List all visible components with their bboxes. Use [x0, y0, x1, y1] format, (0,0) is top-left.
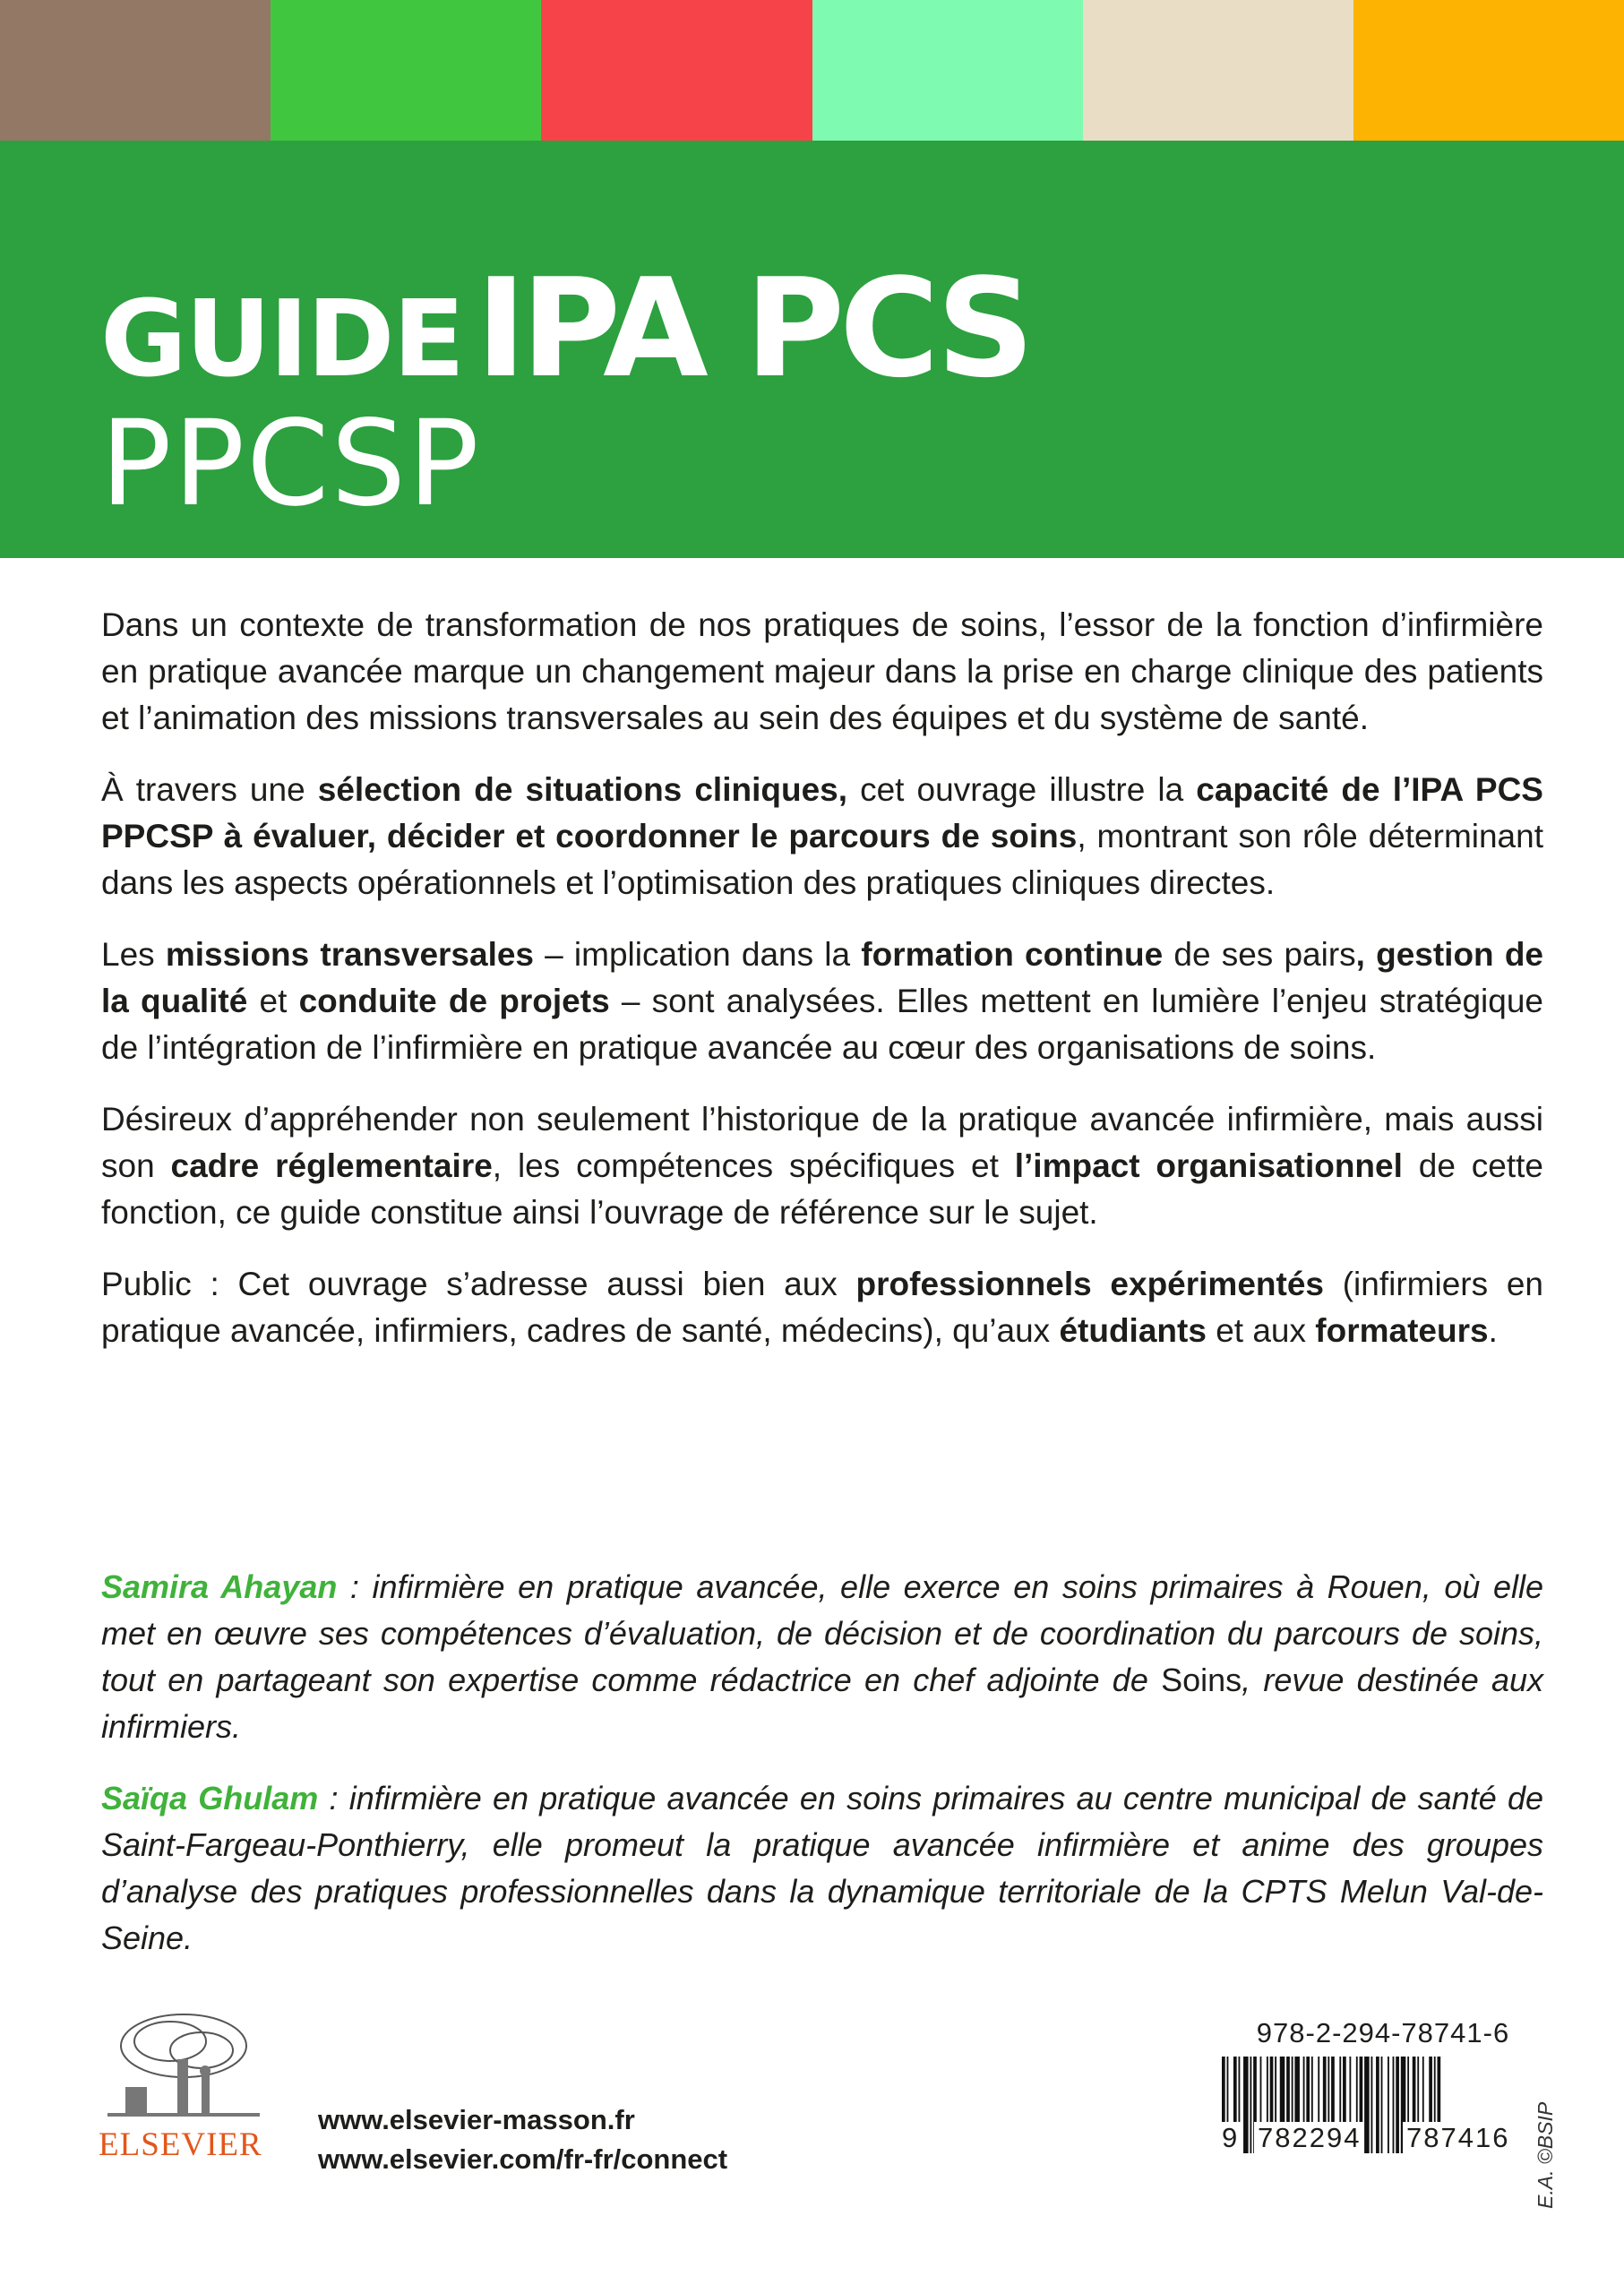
barcode-bar	[1396, 2057, 1399, 2153]
barcode-bar	[1393, 2057, 1395, 2153]
bold-span: capacité de l’IPA PCS PPCSP à évaluer, décider et coordonner le parcours de soins	[101, 771, 1543, 855]
bold-span: l’impact organisationnel	[1014, 1147, 1403, 1184]
bold-span: cadre réglementaire	[170, 1147, 493, 1184]
barcode-digits-left: 782294	[1254, 2122, 1364, 2154]
paragraph-public	[101, 1261, 1543, 1354]
journal-name: Soins	[1161, 1662, 1242, 1698]
paragraph-context: Dans un contexte de transformation de nos pratiques de soins, l’essor de la fonction d’infirmière en pratique avancée marque un changement majeur dans la prise en charge clinique des patients et l’animation des missions transversales au sein des équipes et du système de santé.	[101, 606, 1543, 736]
book-subtitle: PPCSP	[100, 395, 481, 533]
elsevier-logo	[99, 2010, 269, 2211]
author-bio-text: : infirmière en pratique avancée, elle exerce en soins primaires à Rouen, où elle met en œuvre ses compétences d’évaluation, de décision et de coordination du parcours de soins, tout en partageant son expertise comme rédactrice en chef adjointe de	[101, 1568, 1543, 1698]
bold-span: missions transversales	[165, 936, 535, 973]
text-span: de cette fonction, ce guide constitue ainsi l’ouvrage de référence sur le sujet.	[101, 1147, 1544, 1231]
photo-credit: E.A. ©BSIP	[1534, 2101, 1557, 2209]
color-block	[0, 0, 271, 141]
barcode-digit-prefix: 9	[1218, 2122, 1242, 2154]
color-block	[541, 0, 812, 141]
title-ipa-pcs: IPA PCS	[476, 249, 1029, 408]
elsevier-tree-icon	[99, 2010, 269, 2122]
bold-span: professionnels expérimentés	[855, 1266, 1324, 1302]
text-span: , les compétences spécifiques et	[492, 1147, 1015, 1184]
color-block	[1353, 0, 1624, 141]
url-elsevier-masson[interactable]: www.elsevier-masson.fr	[318, 2104, 635, 2135]
bold-span: conduite de projets	[298, 983, 610, 1019]
book-title	[100, 249, 1029, 408]
text-span: – sont analysées. Elles mettent en lumière l’enjeu stratégique de l’intégration de l’infirmière en pratique avancée au cœur des organisations de soins.	[101, 983, 1543, 1066]
text-span: et aux	[1206, 1312, 1316, 1349]
author-bio-text: : infirmière en pratique avancée en soins primaires au centre municipal de santé de Saint-Fargeau-Ponthierry, elle promeut la pratique avancée infirmière et anime des groupes d’analyse des pratiques professionnelles dans la dynamique territoriale de la CPTS Melun Val-de-Seine.	[101, 1780, 1543, 1956]
bold-span: étudiants	[1059, 1312, 1207, 1349]
author-name: Saïqa Ghulam	[101, 1780, 319, 1816]
barcode-bar	[1364, 2057, 1370, 2153]
barcode-bar	[1371, 2057, 1373, 2153]
author-bio-1	[101, 1564, 1543, 1750]
text-span: cet ouvrage illustre la	[847, 771, 1197, 808]
text-span: À travers une	[101, 771, 318, 808]
paragraph-clinical	[101, 767, 1543, 906]
color-strip	[0, 0, 1624, 141]
bold-span: formateurs	[1315, 1312, 1489, 1349]
paragraph-missions	[101, 932, 1543, 1071]
text-span: , montrant son rôle déterminant dans les aspects opérationnels et l’optimisation des pratiques cliniques directes.	[101, 818, 1543, 901]
text-span: Désireux d’appréhender non seulement l’historique de la pratique avancée infirmière, mais aussi son	[101, 1101, 1543, 1184]
url-elsevier-connect[interactable]: www.elsevier.com/fr-fr/connect	[318, 2143, 728, 2175]
barcode-bar	[1376, 2057, 1379, 2153]
author-bios	[101, 1564, 1543, 1987]
barcode-bar	[1381, 2057, 1383, 2153]
text-span: (infirmiers en pratique avancée, infirmiers, cadres de santé, médecins), qu’aux	[101, 1266, 1543, 1349]
text-span: – implication dans la	[534, 936, 862, 973]
color-block	[1083, 0, 1353, 141]
bold-span: sélection de situations cliniques,	[317, 771, 848, 808]
text-span: et	[247, 983, 299, 1019]
elsevier-wordmark: ELSEVIER	[99, 2126, 262, 2163]
color-block	[812, 0, 1083, 141]
description	[101, 602, 1543, 1379]
bold-span: , gestion de la qualité	[101, 936, 1543, 1019]
text-span: .	[1488, 1312, 1498, 1349]
author-bio-text: , revue destinée aux infirmiers.	[101, 1662, 1543, 1745]
isbn-number: 978-2-294-78741-6	[1256, 2017, 1510, 2048]
text-span: Public : Cet ouvrage s’adresse aussi bien aux	[101, 1266, 856, 1302]
barcode-bar	[1243, 2057, 1249, 2153]
color-block	[271, 0, 541, 141]
barcode-bar	[1250, 2057, 1251, 2153]
barcode-bar	[1388, 2057, 1389, 2153]
author-bio-2	[101, 1775, 1543, 1962]
text-span: Les	[101, 936, 166, 973]
publisher-urls	[318, 2100, 727, 2179]
barcode-digits-right: 787416	[1403, 2122, 1513, 2154]
bold-span: formation continue	[861, 936, 1164, 973]
paragraph-reference	[101, 1096, 1543, 1236]
text-span: de ses pairs	[1163, 936, 1356, 973]
title-guide: GUIDE	[100, 277, 464, 400]
author-name: Samira Ahayan	[101, 1568, 338, 1605]
